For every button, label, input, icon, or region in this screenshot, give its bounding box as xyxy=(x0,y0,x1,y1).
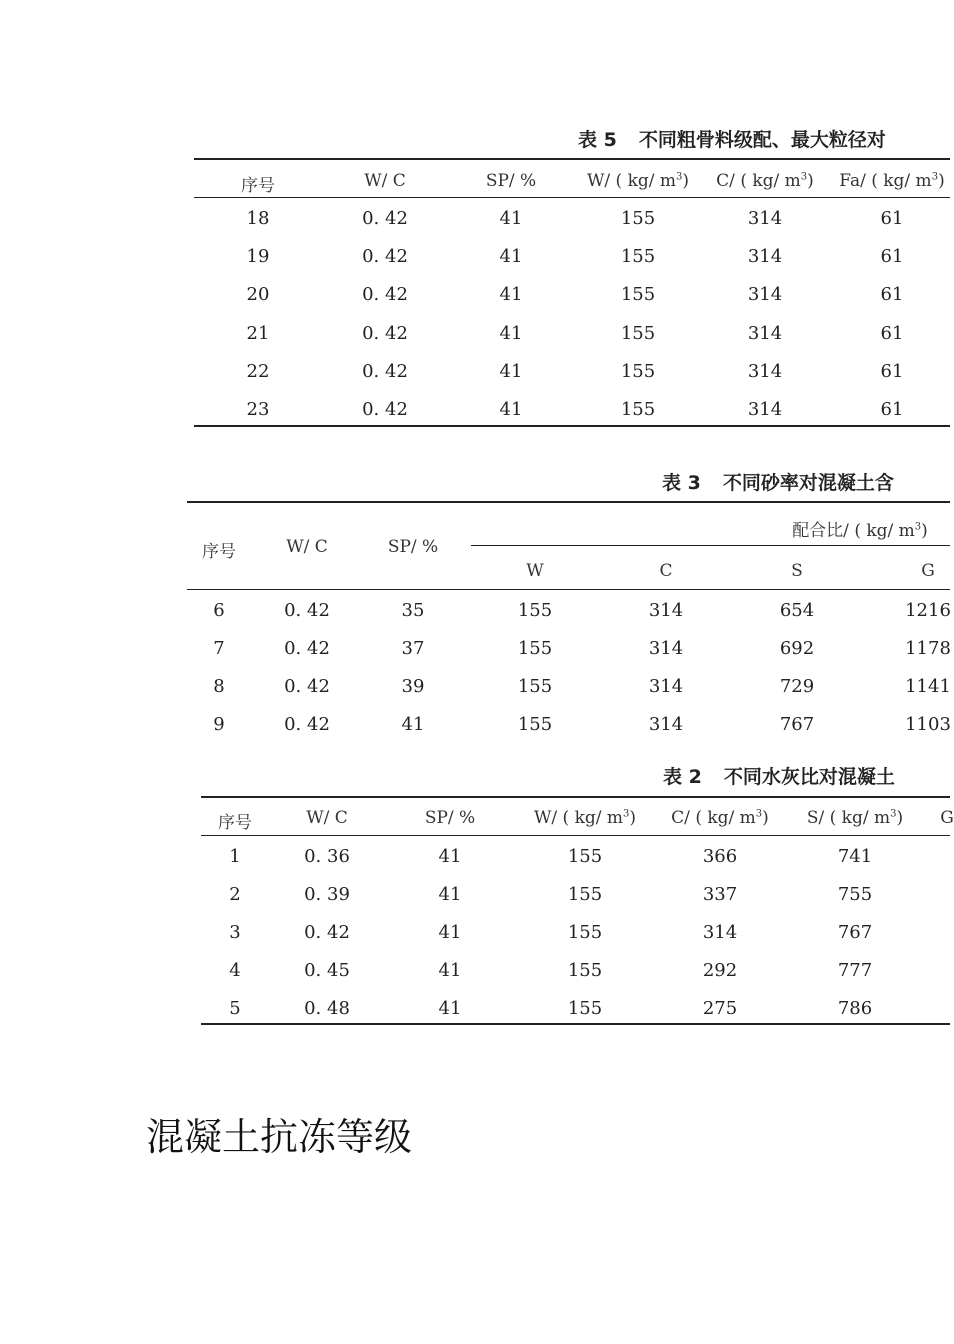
table2-header-cement: C/ ( kg/ $m^3$) xyxy=(671,808,769,828)
table2-cell: 155 xyxy=(567,884,603,905)
table3-subheader-c: C xyxy=(659,561,673,581)
table2-header-rule xyxy=(201,835,950,836)
table5-caption-title: 不同粗骨料级配、最大粒径对 xyxy=(638,129,886,151)
table5-cell: 23 xyxy=(246,399,270,420)
table2-cell: 767 xyxy=(837,922,873,943)
table5-cell: 155 xyxy=(620,208,656,229)
table5-cell: 20 xyxy=(246,284,270,306)
table2-bottom-rule xyxy=(201,1023,950,1025)
table3-header-index: 序号 xyxy=(202,542,236,562)
table2-header-gravel: G xyxy=(940,808,954,828)
table5-cell: 0. 42 xyxy=(362,246,408,268)
table3-cell: 0. 42 xyxy=(284,714,330,735)
table3-cell: 8 xyxy=(213,676,225,697)
table3-caption-number: 表 3 xyxy=(662,472,701,494)
table5-header-wc: W/ C xyxy=(364,171,406,191)
table5-cell: 61 xyxy=(880,208,904,229)
table5-cell: 61 xyxy=(880,246,904,268)
table3-cell: 729 xyxy=(779,676,815,697)
table5-cell: 22 xyxy=(246,360,270,382)
table5-cell: 314 xyxy=(747,284,783,306)
table5-header-index: 序号 xyxy=(241,176,275,196)
table5-header-rule xyxy=(194,197,950,198)
table2-cell: 41 xyxy=(438,998,462,1019)
table5-bottom-rule xyxy=(194,425,950,427)
table5-cell: 314 xyxy=(747,208,783,229)
table3-header-rule xyxy=(187,589,950,590)
table2-cell: 41 xyxy=(438,922,462,943)
table2-cell: 3 xyxy=(229,922,241,943)
table5-cell: 155 xyxy=(620,284,656,306)
table2-cell: 786 xyxy=(837,998,873,1019)
table3-cell: 155 xyxy=(517,714,553,735)
table3-subheader-s: S xyxy=(791,561,803,581)
table2-cell: 2 xyxy=(229,884,241,905)
table2-cell: 41 xyxy=(438,884,462,905)
table5-cell: 0. 42 xyxy=(362,399,408,420)
table5-cell: 155 xyxy=(620,399,656,420)
table3-cell: 9 xyxy=(213,714,225,735)
table3-subheader-w: W xyxy=(526,561,544,581)
table5-cell: 155 xyxy=(620,322,656,344)
table5-header-water: W/ ( kg/ $m^3$) xyxy=(586,171,690,191)
table5-cell: 41 xyxy=(499,284,523,306)
table3-cell: 155 xyxy=(517,600,553,621)
table3-cell: 6 xyxy=(213,600,225,621)
table3-cell: 1141 xyxy=(905,676,951,697)
table5-cell: 41 xyxy=(499,322,523,344)
table5-cell: 61 xyxy=(880,360,904,382)
table3-cell: 0. 42 xyxy=(284,676,330,697)
table5-cell: 155 xyxy=(620,246,656,268)
table3-cell: 314 xyxy=(648,638,684,659)
table2-cell: 314 xyxy=(702,922,738,943)
table2-cell: 777 xyxy=(837,960,873,981)
table2-cell: 0. 39 xyxy=(304,884,350,905)
table5-cell: 41 xyxy=(499,246,523,268)
table5-header-cement: C/ ( kg/ $m^3$) xyxy=(716,171,814,191)
table5-cell: 314 xyxy=(747,360,783,382)
table2-cell: 337 xyxy=(702,884,738,905)
table2-cell: 1 xyxy=(229,846,241,867)
table5-cell: 0. 42 xyxy=(362,322,408,344)
table5-cell: 61 xyxy=(880,322,904,344)
table5-cell: 314 xyxy=(747,322,783,344)
table5-cell: 0. 42 xyxy=(362,284,408,306)
table2-cell: 0. 36 xyxy=(304,846,350,867)
table3-cell: 7 xyxy=(213,638,225,659)
table3-cell: 155 xyxy=(517,638,553,659)
table3-cell: 314 xyxy=(648,600,684,621)
table3-header-mix-ratio: 配合比/ ( kg/ $m^3$) xyxy=(792,521,928,541)
table5-cell: 21 xyxy=(246,322,270,344)
table2-cell: 755 xyxy=(837,884,873,905)
table2-cell: 41 xyxy=(438,960,462,981)
table2-cell: 155 xyxy=(567,998,603,1019)
table2-cell: 155 xyxy=(567,846,603,867)
section-heading: 混凝土抗冻等级 xyxy=(146,1115,413,1159)
table2-top-rule xyxy=(201,796,950,798)
table3-cell: 155 xyxy=(517,676,553,697)
table3-cell: 1216 xyxy=(905,600,951,621)
table5-cell: 41 xyxy=(499,360,523,382)
table3-cell: 314 xyxy=(648,676,684,697)
table5-cell: 0. 42 xyxy=(362,360,408,382)
table3-caption-title: 不同砂率对混凝土含 xyxy=(722,472,894,494)
table5-cell: 0. 42 xyxy=(362,208,408,229)
table3-cell: 767 xyxy=(779,714,815,735)
table2-cell: 155 xyxy=(567,922,603,943)
table3-cell: 39 xyxy=(401,676,425,697)
table3-cell: 692 xyxy=(779,638,815,659)
table3-cell: 41 xyxy=(401,714,425,735)
table3-cell: 35 xyxy=(401,600,425,621)
table3-cell: 654 xyxy=(779,600,815,621)
table5-header-sp: SP/ % xyxy=(485,171,537,191)
table5-cell: 61 xyxy=(880,284,904,306)
table2-cell: 275 xyxy=(702,998,738,1019)
table5-cell: 155 xyxy=(620,360,656,382)
table2-cell: 0. 45 xyxy=(304,960,350,981)
table3-cell: 314 xyxy=(648,714,684,735)
table3-header-sp: SP/ % xyxy=(387,537,439,557)
table2-header-index: 序号 xyxy=(218,813,252,833)
table2-header-sand: S/ ( kg/ $m^3$) xyxy=(806,808,904,828)
table2-caption-title: 不同水灰比对混凝土 xyxy=(723,766,895,788)
table5-cell: 19 xyxy=(246,246,270,268)
table3-cell: 1178 xyxy=(905,638,951,659)
table3-cell: 37 xyxy=(401,638,425,659)
table5-cell: 314 xyxy=(747,399,783,420)
table5-caption-number: 表 5 xyxy=(578,129,617,151)
table3-cell: 0. 42 xyxy=(284,600,330,621)
table3-cell: 0. 42 xyxy=(284,638,330,659)
table3-subheader-g: G xyxy=(921,561,935,581)
table2-cell: 366 xyxy=(702,846,738,867)
table5-cell: 61 xyxy=(880,399,904,420)
table3-group-rule xyxy=(471,545,950,546)
table2-header-water: W/ ( kg/ $m^3$) xyxy=(533,808,637,828)
table2-caption xyxy=(663,762,895,789)
table5-cell: 18 xyxy=(246,208,270,229)
table5-cell: 41 xyxy=(499,399,523,420)
table5-header-flyash: Fa/ ( kg/ $m^3$) xyxy=(839,171,945,191)
table5-cell: 41 xyxy=(499,208,523,229)
table5-cell: 314 xyxy=(747,246,783,268)
table2-cell: 741 xyxy=(837,846,873,867)
table3-cell: 1103 xyxy=(905,714,951,735)
table5-top-rule xyxy=(194,158,950,160)
table3-top-rule xyxy=(187,501,950,503)
table2-cell: 5 xyxy=(229,998,241,1019)
table2-cell: 292 xyxy=(702,960,738,981)
table3-caption xyxy=(662,468,894,495)
table2-cell: 4 xyxy=(229,960,241,981)
table3-header-wc: W/ C xyxy=(286,537,328,557)
table2-header-wc: W/ C xyxy=(306,808,348,828)
table2-cell: 0. 42 xyxy=(304,922,350,943)
table2-cell: 0. 48 xyxy=(304,998,350,1019)
table2-cell: 41 xyxy=(438,846,462,867)
table5-caption xyxy=(578,125,886,152)
table2-caption-number: 表 2 xyxy=(663,766,702,788)
table2-header-sp: SP/ % xyxy=(424,808,476,828)
table2-cell: 155 xyxy=(567,960,603,981)
